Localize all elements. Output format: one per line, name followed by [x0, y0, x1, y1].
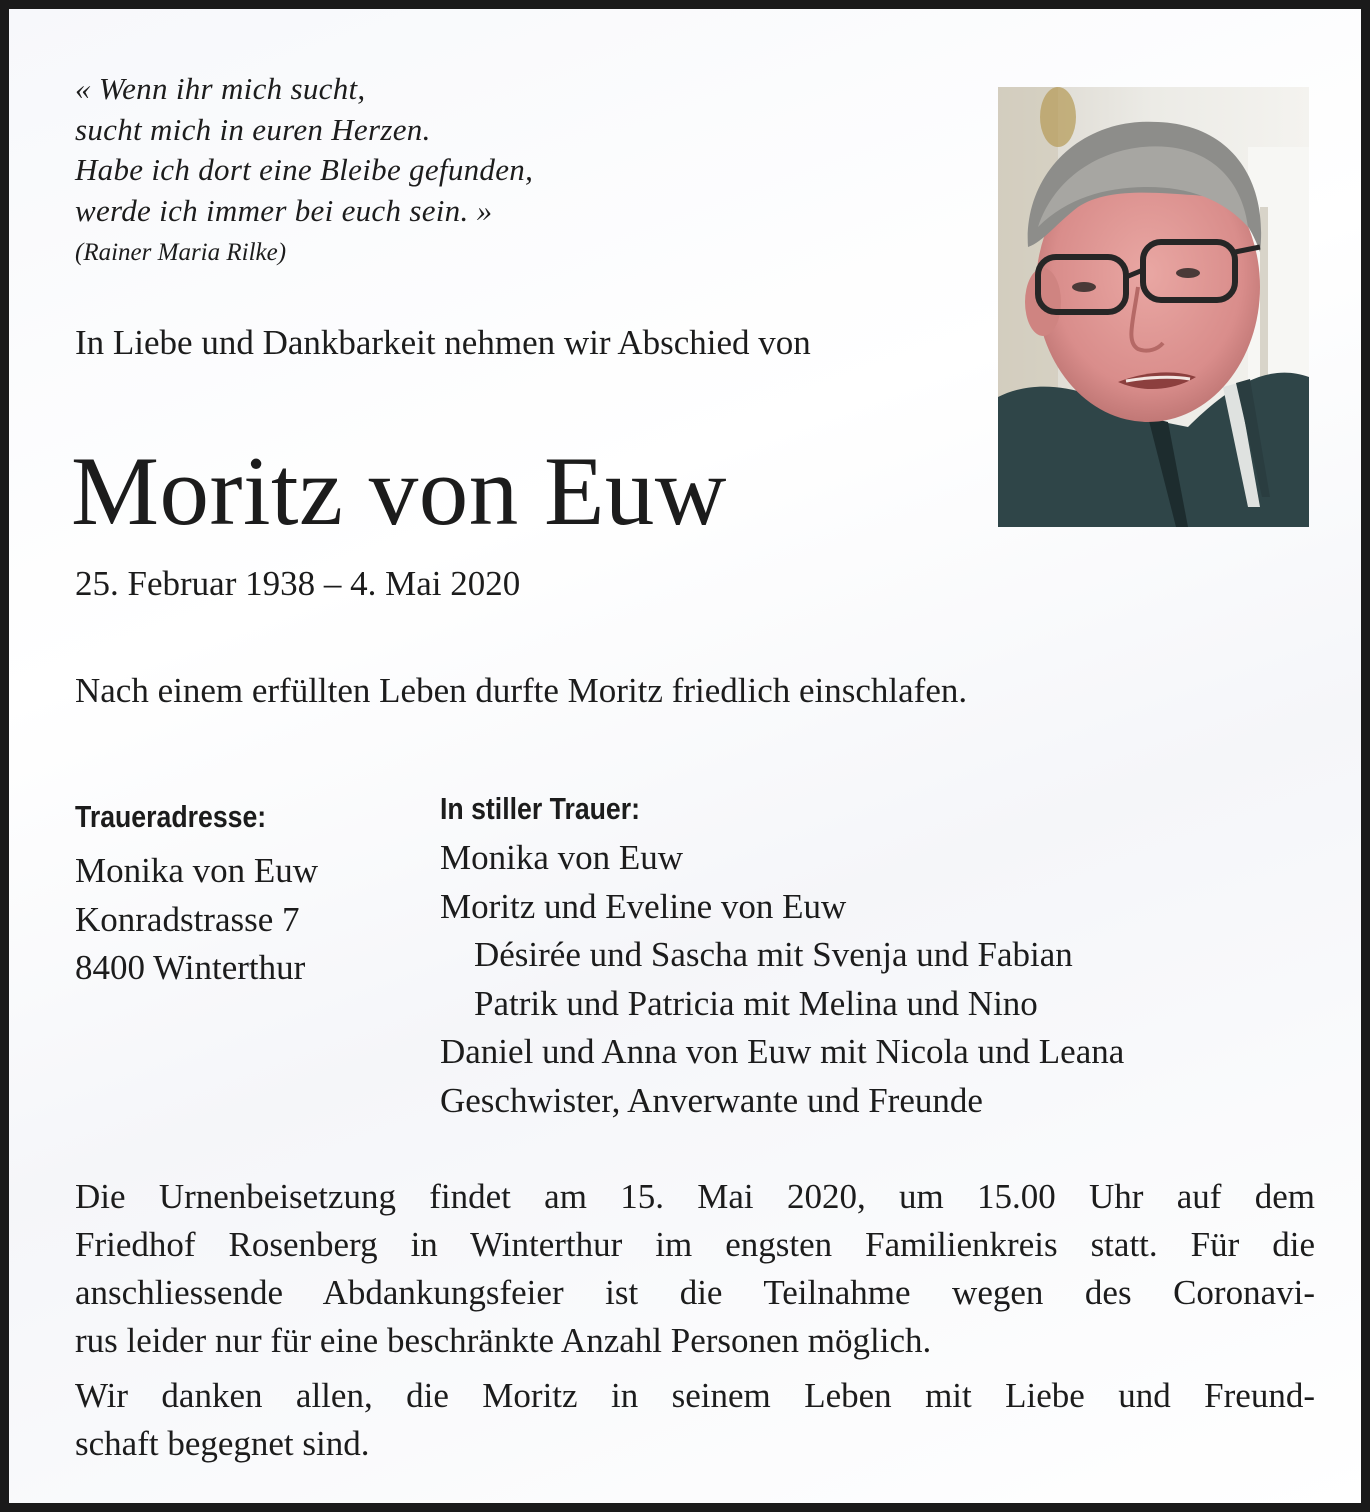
burial-line: Friedhof Rosenberg in Winterthur im engsten Familienkreis statt. Für die: [75, 1225, 1315, 1264]
quote-line: werde ich immer bei euch sein. »: [75, 192, 493, 228]
mourner-line: Monika von Euw: [440, 838, 684, 877]
quote-line: sucht mich in euren Herzen.: [75, 111, 431, 147]
address-heading: Traueradresse:: [75, 799, 267, 834]
thanks-line: schaft begegnet sind.: [75, 1424, 370, 1463]
address-line: Konradstrasse 7: [75, 899, 300, 939]
mourners-heading: In stiller Trauer:: [440, 791, 641, 826]
mourner-line: Moritz und Eveline von Euw: [440, 886, 847, 926]
deceased-name: Moritz von Euw: [71, 437, 727, 546]
mourner-line: Geschwister, Anverwante und Freunde: [440, 1080, 983, 1120]
burial-paragraph: [75, 1173, 1315, 1365]
mourner-line: Désirée und Sascha mit Svenja und Fabian: [474, 935, 1073, 974]
burial-line: Die Urnenbeisetzung findet am 15. Mai 2020, um 15.00 Uhr auf dem: [75, 1177, 1315, 1216]
mourners-list: [440, 834, 1124, 1125]
quote-line: « Wenn ihr mich sucht,: [75, 71, 366, 106]
quote-line: Habe ich dort eine Bleibe gefunden,: [75, 152, 534, 187]
mourning-address: [75, 847, 318, 993]
mourner-line: Daniel und Anna von Euw mit Nicola und Leana: [440, 1032, 1125, 1071]
thanks-line: Wir danken allen, die Moritz in seinem Leben mit Liebe und Freund-: [75, 1376, 1315, 1415]
burial-line: rus leider nur für eine beschränkte Anzahl Personen möglich.: [75, 1321, 932, 1360]
rilke-quote: [75, 69, 533, 231]
address-line: Monika von Euw: [75, 851, 319, 890]
quote-author: (Rainer Maria Rilke): [75, 239, 287, 266]
portrait-photo: [998, 87, 1309, 527]
intro-text: In Liebe und Dankbarkeit nehmen wir Abschied von: [75, 323, 811, 362]
address-line: 8400 Winterthur: [75, 948, 306, 987]
burial-line: anschliessende Abdankungsfeier ist die Teilnahme wegen des Coronavi-: [75, 1273, 1315, 1312]
life-dates: 25. Februar 1938 – 4. Mai 2020: [75, 564, 521, 603]
thanks-paragraph: [75, 1372, 1315, 1468]
farewell-message: Nach einem erfüllten Leben durfte Moritz friedlich einschlafen.: [75, 671, 968, 710]
mourner-line: Patrik und Patricia mit Melina und Nino: [474, 983, 1038, 1023]
